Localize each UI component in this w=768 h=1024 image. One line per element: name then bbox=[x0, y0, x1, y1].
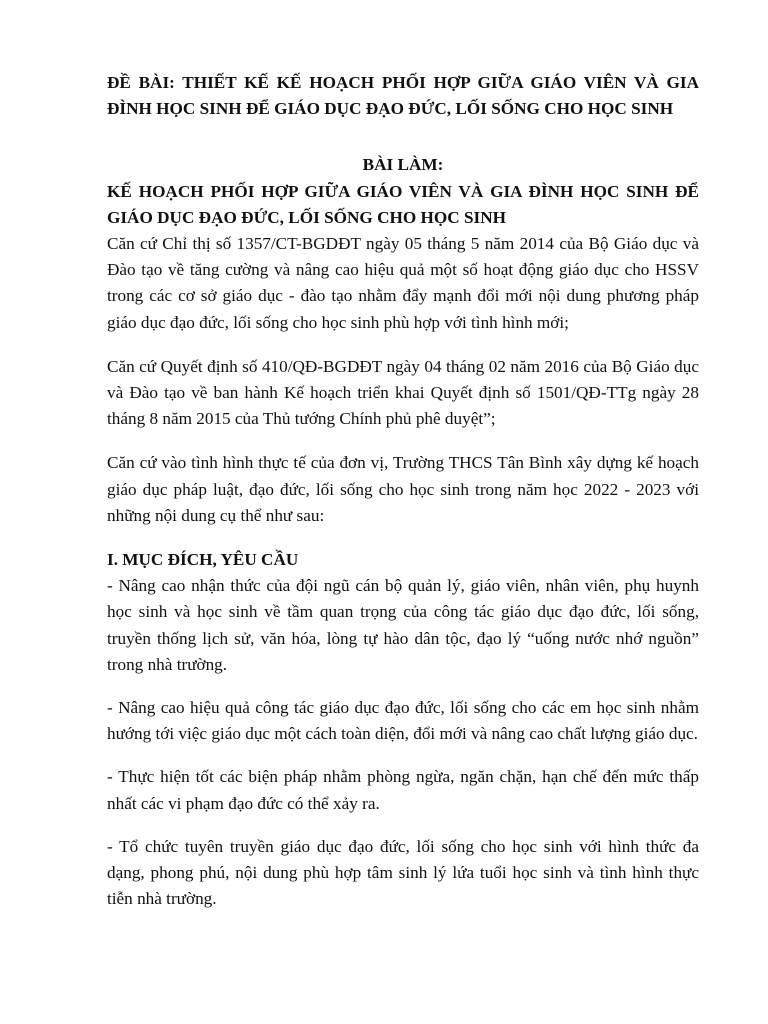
section-heading-purpose: I. MỤC ĐÍCH, YÊU CẦU bbox=[107, 550, 299, 570]
paragraph-decision: Căn cứ Quyết định số 410/QĐ-BGDĐT ngày 04 tháng 02 năm 2016 của Bộ Giáo dục và Đào tạo về ban hành Kế hoạch triển khai Quyết định số 1501/QĐ-TTg ngày 28 tháng 8 năm 2015 của Thủ tướng Chính phủ phê duyệt”; bbox=[107, 356, 699, 429]
paragraph-directive: Căn cứ Chỉ thị số 1357/CT-BGDĐT ngày 05 tháng 5 năm 2014 của Bộ Giáo dục và Đào tạo về tăng cường và nâng cao hiệu quả một số hoạt động giáo dục cho HSSV trong các cơ sở giáo dục - đào tạo nhằm đẩy mạnh đổi mới nội dung phương pháp giáo dục đạo đức, lối sống cho học sinh phù hợp với tình hình mới; bbox=[107, 234, 699, 332]
purpose-item-awareness: - Nâng cao nhận thức của đội ngũ cán bộ quản lý, giáo viên, nhân viên, phụ huynh học sinh và học sinh về tầm quan trọng của công tác giáo dục đạo đức, lối sống, truyền thống lịch sử, văn hóa, lòng tự hào dân tộc, đạo lý “uống nước nhớ nguồn” trong nhà trường. bbox=[107, 576, 699, 674]
paragraph-context: Căn cứ vào tình hình thực tế của đơn vị, Trường THCS Tân Bình xây dựng kế hoạch giáo dục pháp luật, đạo đức, lối sống cho học sinh trong năm học 2022 - 2023 với những nội dung cụ thể như sau: bbox=[107, 453, 699, 525]
assignment-title: ĐỀ BÀI: THIẾT KẾ KẾ HOẠCH PHỐI HỢP GIỮA GIÁO VIÊN VÀ GIA ĐÌNH HỌC SINH ĐỂ GIÁO DỤC ĐẠO ĐỨC, LỐI SỐNG CHO HỌC SINH bbox=[107, 73, 699, 119]
answer-heading: BÀI LÀM: bbox=[362, 155, 444, 175]
purpose-item-prevention: - Thực hiện tốt các biện pháp nhằm phòng ngừa, ngăn chặn, hạn chế đến mức thấp nhất các vi phạm đạo đức có thể xảy ra. bbox=[107, 767, 699, 813]
purpose-item-effectiveness: - Nâng cao hiệu quả công tác giáo dục đạo đức, lối sống cho các em học sinh nhằm hướng tới việc giáo dục một cách toàn diện, đổi mới và nâng cao chất lượng giáo dục. bbox=[107, 698, 699, 744]
purpose-item-propaganda: - Tổ chức tuyên truyền giáo dục đạo đức, lối sống cho học sinh với hình thức đa dạng, phong phú, nội dung phù hợp tâm sinh lý lứa tuổi học sinh và tình hình thực tiễn nhà trường. bbox=[107, 836, 699, 909]
document-content bbox=[107, 70, 699, 912]
plan-heading: KẾ HOẠCH PHỐI HỢP GIỮA GIÁO VIÊN VÀ GIA ĐÌNH HỌC SINH ĐỂ GIÁO DỤC ĐẠO ĐỨC, LỐI SỐNG CHO HỌC SINH bbox=[107, 181, 699, 227]
